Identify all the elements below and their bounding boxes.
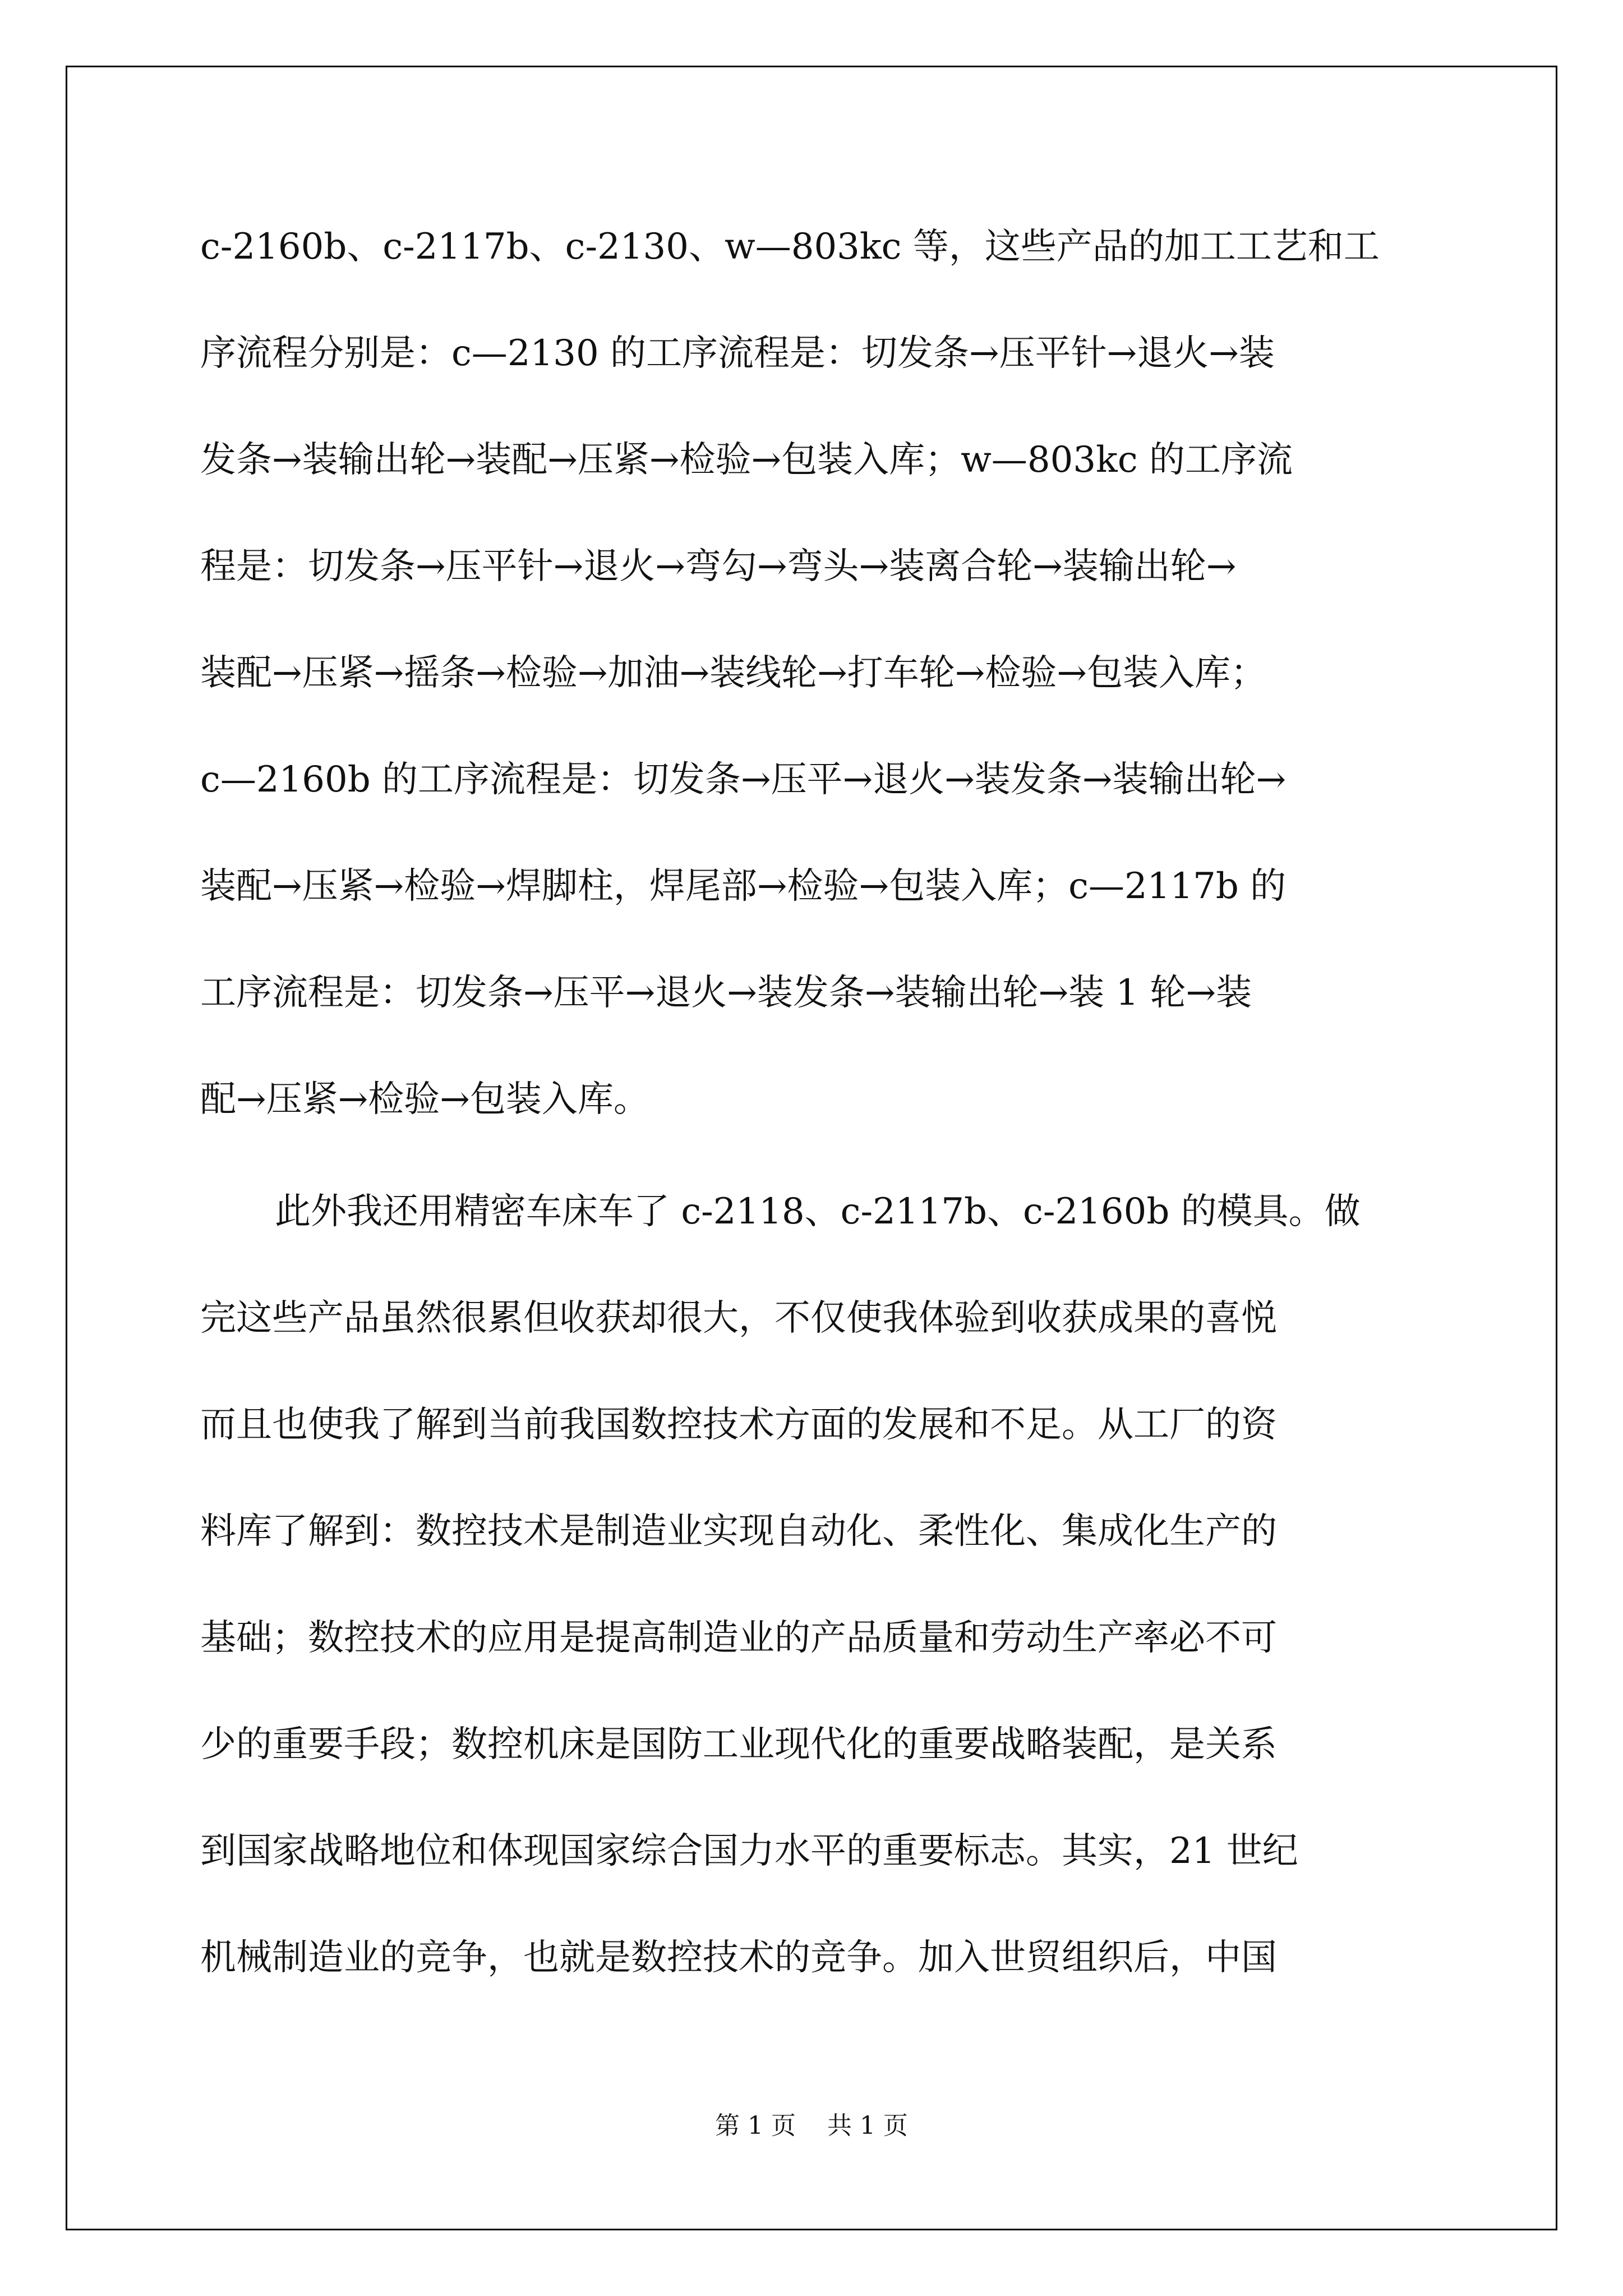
body-text-line: 装配→压紧→检验→焊脚柱，焊尾部→检验→包装入库；c—2117b 的 — [200, 866, 1287, 907]
body-text-line: 程是：切发条→压平针→退火→弯勾→弯头→装离合轮→装输出轮→ — [200, 546, 1237, 587]
body-text-line: 装配→压紧→摇条→检验→加油→装线轮→打车轮→检验→包装入库； — [200, 652, 1266, 694]
body-text-line: 基础；数控技术的应用是提高制造业的产品质量和劳动生产率必不可 — [200, 1617, 1277, 1659]
body-text-line: 工序流程是：切发条→压平→退火→装发条→装输出轮→装 1 轮→装 — [200, 972, 1252, 1014]
body-text-line: c-2160b、c-2117b、c-2130、w—803kc 等，这些产品的加工工艺和工 — [200, 226, 1380, 268]
body-text-line: 机械制造业的竞争，也就是数控技术的竞争。加入世贸组织后，中国 — [200, 1937, 1277, 1978]
body-text-line: 而且也使我了解到当前我国数控技术方面的发展和不足。从工厂的资 — [200, 1404, 1277, 1446]
body-text-line: c—2160b 的工序流程是：切发条→压平→退火→装发条→装输出轮→ — [200, 759, 1287, 800]
body-text-line: 序流程分别是：c—2130 的工序流程是：切发条→压平针→退火→装 — [200, 333, 1275, 374]
body-text-line: 完这些产品虽然很累但收获却很大，不仅使我体验到收获成果的喜悦 — [200, 1297, 1277, 1339]
page-number-footer: 第 1 页 共 1 页 — [715, 2111, 908, 2140]
body-text-line: 料库了解到：数控技术是制造业实现自动化、柔性化、集成化生产的 — [200, 1511, 1277, 1552]
page-border — [66, 66, 1557, 2230]
body-text-line: 到国家战略地位和体现国家综合国力水平的重要标志。其实，21 世纪 — [200, 1830, 1298, 1872]
body-text-line: 发条→装输出轮→装配→压紧→检验→包装入库；w—803kc 的工序流 — [200, 439, 1293, 481]
paragraph-first-line: 此外我还用精密车床车了 c-2118、c-2117b、c-2160b 的模具。做 — [275, 1191, 1361, 1232]
body-text-line: 少的重要手段；数控机床是国防工业现代化的重要战略装配，是关系 — [200, 1724, 1277, 1765]
body-text-line: 配→压紧→检验→包装入库。 — [200, 1079, 649, 1120]
